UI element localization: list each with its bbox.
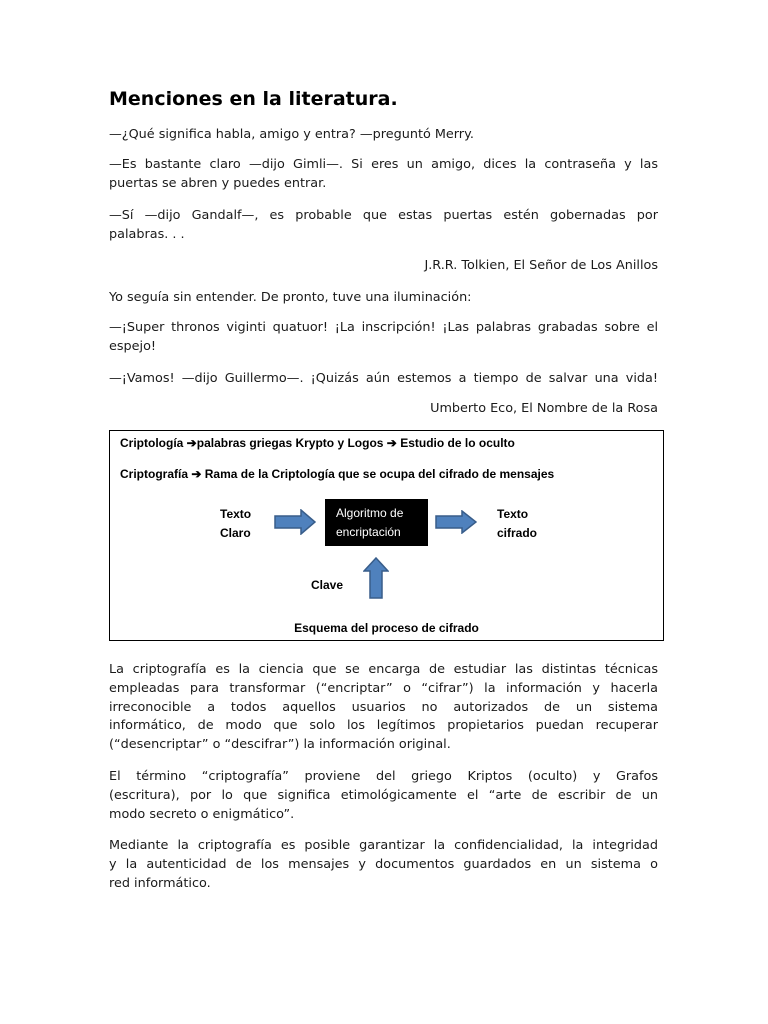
key-label: Clave (311, 578, 344, 592)
quote2-line: —¡Super thronos viginti quatuor! ¡La inscripción! ¡Las palabras grabadas sobre el (109, 320, 658, 335)
paragraph-line: informático, de modo que solo los legítimos propietarios puedan recuperar (109, 718, 658, 733)
quote1-line: —Es bastante claro —dijo Gimli—. Si eres un amigo, dices la contraseña y las (109, 157, 658, 172)
algorithm-box-line: encriptación (336, 525, 401, 539)
input-arrow-icon (274, 509, 316, 535)
criptologia-meaning: Estudio de lo oculto (400, 436, 515, 450)
right-arrow-icon: ➔ (186, 436, 197, 450)
quote2-line: espejo! (109, 339, 157, 354)
paragraph-line: modo secreto o enigmático”. (109, 807, 295, 822)
output-arrow-icon (435, 510, 477, 534)
quote2-line: Yo seguía sin entender. De pronto, tuve una iluminación: (109, 290, 472, 305)
paragraph-line: (“desencriptar” o “descifrar”) la información original. (109, 737, 451, 752)
algorithm-box (325, 499, 428, 546)
quote1-line: puertas se abren y puedes entrar. (109, 176, 327, 191)
encryption-diagram (109, 430, 664, 641)
quote1-line: palabras. . . (109, 227, 185, 242)
paragraph-line: irreconocible a todos aquellos usuarios no autorizados de un sistema (109, 700, 658, 715)
diagram-caption: Esquema del proceso de cifrado (294, 621, 479, 635)
quote2-line: —¡Vamos! —dijo Guillermo—. ¡Quizás aún estemos a tiempo de salvar una vida! (109, 371, 658, 386)
ciphertext-label-line: cifrado (497, 526, 538, 540)
plaintext-label-line: Claro (220, 526, 251, 540)
plaintext-label-line: Texto (220, 507, 252, 521)
key-arrow-icon (363, 557, 389, 599)
right-arrow-icon: ➔ (386, 436, 397, 450)
paragraph-line: red informático. (109, 876, 211, 891)
right-arrow-icon: ➔ (191, 467, 202, 481)
quote2-attribution: Umberto Eco, El Nombre de la Rosa (430, 401, 658, 416)
paragraph-line: La criptografía es la ciencia que se encarga de estudiar las distintas técnicas (109, 662, 658, 677)
diagram-line-criptologia (120, 436, 515, 450)
criptografia-definition: Rama de la Criptología que se ocupa del cifrado de mensajes (204, 467, 555, 481)
quote1-line: —¿Qué significa habla, amigo y entra? —preguntó Merry. (109, 127, 474, 142)
paragraph-line: (escritura), por lo que significa etimológicamente el “arte de escribir de un (109, 788, 658, 803)
plaintext-label (220, 505, 251, 543)
criptologia-origin: palabras griegas Krypto y Logos (196, 436, 384, 450)
quote1-line: —Sí —dijo Gandalf—, es probable que estas puertas estén gobernadas por (109, 208, 658, 223)
ciphertext-label (497, 505, 537, 543)
ciphertext-label-line: Texto (497, 507, 529, 521)
paragraph-line: empleadas para transformar (“encriptar” o “cifrar”) la información y hacerla (109, 681, 658, 696)
criptologia-term: Criptología (120, 436, 184, 450)
quote1-attribution: J.R.R. Tolkien, El Señor de Los Anillos (424, 258, 658, 273)
paragraph-line: y la autenticidad de los mensajes y documentos guardados en un sistema o (109, 857, 658, 872)
criptografia-term: Criptografía (120, 467, 189, 481)
algorithm-box-line: Algoritmo de (336, 506, 404, 520)
paragraph-line: Mediante la criptografía es posible garantizar la confidencialidad, la integridad (109, 838, 658, 853)
paragraph-line: El término “criptografía” proviene del griego Kriptos (oculto) y Grafos (109, 769, 658, 784)
section-heading: Menciones en la literatura. (109, 88, 398, 110)
diagram-line-criptografia (120, 467, 554, 481)
